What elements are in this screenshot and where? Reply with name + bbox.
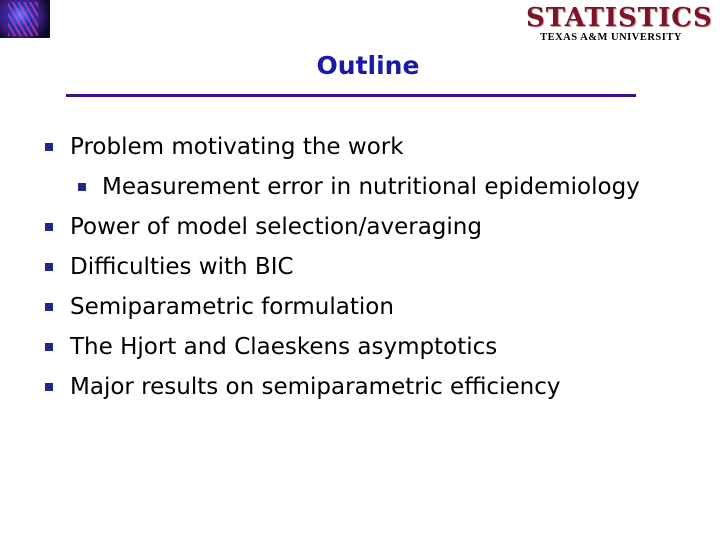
- title-underline-divider: [66, 94, 636, 97]
- outline-item: [44, 330, 640, 370]
- outline-subitem-text: Measurement error in nutritional epidemiology: [102, 174, 640, 200]
- outline-item: [44, 370, 640, 410]
- square-bullet-icon: [45, 343, 53, 351]
- square-bullet-icon: [45, 303, 53, 311]
- outline-item-text: Semiparametric formulation: [70, 294, 394, 320]
- university-logo: [526, 3, 713, 43]
- square-bullet-icon: [45, 223, 53, 231]
- slide-title: Outline: [316, 51, 420, 80]
- outline-item-text: The Hjort and Claeskens asymptotics: [70, 334, 498, 360]
- outline-item-text: Difficulties with BIC: [70, 254, 294, 280]
- outline-item-text: Major results on semiparametric efficiency: [70, 374, 561, 400]
- square-bullet-icon: [45, 143, 53, 151]
- logo-main-text: STATISTICS: [526, 3, 713, 33]
- corner-decorative-image: [0, 0, 50, 38]
- outline-item: [44, 130, 640, 170]
- square-bullet-icon: [45, 263, 53, 271]
- outline-item: [44, 210, 640, 250]
- outline-item: [44, 250, 640, 290]
- outline-item: [44, 290, 640, 330]
- outline-item-text: Power of model selection/averaging: [70, 214, 482, 240]
- outline-item-text: Problem motivating the work: [70, 134, 404, 160]
- square-bullet-icon: [45, 383, 53, 391]
- square-bullet-icon: [78, 183, 86, 191]
- outline-subitem: [44, 170, 640, 210]
- outline-list: [44, 130, 640, 410]
- logo-sub-text: TEXAS A&M UNIVERSITY: [540, 32, 682, 43]
